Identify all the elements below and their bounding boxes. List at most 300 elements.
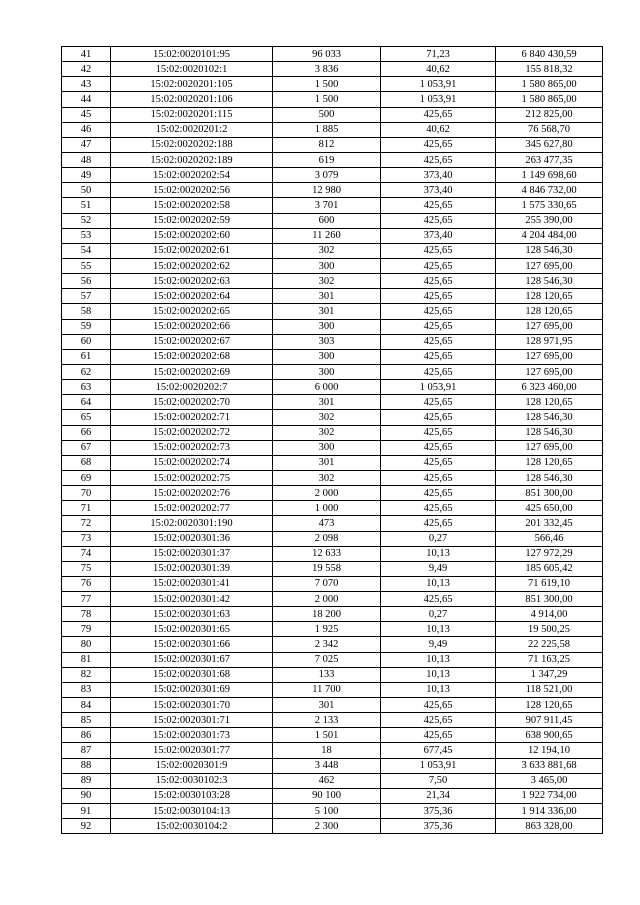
- total-value-cell: 128 120,65: [496, 698, 603, 713]
- table-row: [62, 395, 603, 410]
- row-number-cell: 59: [62, 319, 111, 334]
- row-number-cell: 43: [62, 77, 111, 92]
- row-number-cell: 90: [62, 788, 111, 803]
- cadastral-number-cell: 15:02:0020202:71: [111, 410, 273, 425]
- total-value-cell: 12 194,10: [496, 743, 603, 758]
- row-number-cell: 79: [62, 622, 111, 637]
- total-value-cell: 851 300,00: [496, 486, 603, 501]
- area-cell: 1 000: [273, 501, 381, 516]
- total-value-cell: 128 120,65: [496, 395, 603, 410]
- total-value-cell: 19 500,25: [496, 622, 603, 637]
- row-number-cell: 56: [62, 274, 111, 289]
- total-value-cell: 71 163,25: [496, 652, 603, 667]
- table-row: [62, 47, 603, 62]
- total-value-cell: 851 300,00: [496, 592, 603, 607]
- row-number-cell: 42: [62, 62, 111, 77]
- row-number-cell: 70: [62, 486, 111, 501]
- total-value-cell: 566,46: [496, 531, 603, 546]
- cadastral-number-cell: 15:02:0020202:64: [111, 289, 273, 304]
- row-number-cell: 53: [62, 228, 111, 243]
- table-row: [62, 819, 603, 834]
- total-value-cell: 128 120,65: [496, 304, 603, 319]
- area-cell: 302: [273, 410, 381, 425]
- row-number-cell: 58: [62, 304, 111, 319]
- total-value-cell: 212 825,00: [496, 107, 603, 122]
- area-cell: 600: [273, 213, 381, 228]
- cadastral-number-cell: 15:02:0020301:36: [111, 531, 273, 546]
- area-cell: 2 000: [273, 486, 381, 501]
- total-value-cell: 127 695,00: [496, 258, 603, 273]
- area-cell: 462: [273, 773, 381, 788]
- row-number-cell: 82: [62, 667, 111, 682]
- rate-cell: 373,40: [381, 168, 496, 183]
- area-cell: 300: [273, 364, 381, 379]
- total-value-cell: 127 695,00: [496, 319, 603, 334]
- table-row: [62, 289, 603, 304]
- total-value-cell: 127 695,00: [496, 364, 603, 379]
- row-number-cell: 49: [62, 168, 111, 183]
- cadastral-number-cell: 15:02:0020301:39: [111, 561, 273, 576]
- cadastral-number-cell: 15:02:0020202:77: [111, 501, 273, 516]
- cadastral-number-cell: 15:02:0020202:61: [111, 243, 273, 258]
- row-number-cell: 78: [62, 607, 111, 622]
- area-cell: 1 885: [273, 122, 381, 137]
- total-value-cell: 128 546,30: [496, 274, 603, 289]
- row-number-cell: 71: [62, 501, 111, 516]
- cadastral-number-cell: 15:02:0020202:54: [111, 168, 273, 183]
- total-value-cell: 4 204 484,00: [496, 228, 603, 243]
- rate-cell: 425,65: [381, 213, 496, 228]
- rate-cell: 10,13: [381, 622, 496, 637]
- table-row: [62, 758, 603, 773]
- row-number-cell: 51: [62, 198, 111, 213]
- area-cell: 3 448: [273, 758, 381, 773]
- rate-cell: 9,49: [381, 561, 496, 576]
- table-row: [62, 152, 603, 167]
- rate-cell: 1 053,91: [381, 380, 496, 395]
- table-row: [62, 380, 603, 395]
- rate-cell: 425,65: [381, 364, 496, 379]
- cadastral-number-cell: 15:02:0020202:73: [111, 440, 273, 455]
- total-value-cell: 6 840 430,59: [496, 47, 603, 62]
- area-cell: 6 000: [273, 380, 381, 395]
- area-cell: 500: [273, 107, 381, 122]
- cadastral-number-cell: 15:02:0020202:60: [111, 228, 273, 243]
- total-value-cell: 1 580 865,00: [496, 77, 603, 92]
- row-number-cell: 86: [62, 728, 111, 743]
- area-cell: 18 200: [273, 607, 381, 622]
- cadastral-number-cell: 15:02:0020202:69: [111, 364, 273, 379]
- table-row: [62, 198, 603, 213]
- area-cell: 1 501: [273, 728, 381, 743]
- area-cell: 11 700: [273, 682, 381, 697]
- row-number-cell: 88: [62, 758, 111, 773]
- table-row: [62, 349, 603, 364]
- row-number-cell: 85: [62, 713, 111, 728]
- rate-cell: 425,65: [381, 592, 496, 607]
- table-row: [62, 788, 603, 803]
- area-cell: 7 025: [273, 652, 381, 667]
- table-row: [62, 773, 603, 788]
- total-value-cell: 1 580 865,00: [496, 92, 603, 107]
- row-number-cell: 57: [62, 289, 111, 304]
- total-value-cell: 128 971,95: [496, 334, 603, 349]
- table-row: [62, 531, 603, 546]
- cadastral-number-cell: 15:02:0020301:67: [111, 652, 273, 667]
- table-row: [62, 576, 603, 591]
- rate-cell: 425,65: [381, 713, 496, 728]
- area-cell: 90 100: [273, 788, 381, 803]
- data-table: [61, 46, 603, 834]
- row-number-cell: 50: [62, 183, 111, 198]
- row-number-cell: 89: [62, 773, 111, 788]
- cadastral-number-cell: 15:02:0020202:70: [111, 395, 273, 410]
- total-value-cell: 638 900,65: [496, 728, 603, 743]
- row-number-cell: 52: [62, 213, 111, 228]
- rate-cell: 425,65: [381, 334, 496, 349]
- total-value-cell: 345 627,80: [496, 137, 603, 152]
- table-row: [62, 561, 603, 576]
- rate-cell: 425,65: [381, 516, 496, 531]
- total-value-cell: 255 390,00: [496, 213, 603, 228]
- cadastral-number-cell: 15:02:0020301:66: [111, 637, 273, 652]
- table-row: [62, 486, 603, 501]
- area-cell: 7 070: [273, 576, 381, 591]
- cadastral-number-cell: 15:02:0020202:56: [111, 183, 273, 198]
- row-number-cell: 87: [62, 743, 111, 758]
- total-value-cell: 1 575 330,65: [496, 198, 603, 213]
- cadastral-number-cell: 15:02:0020202:75: [111, 470, 273, 485]
- cadastral-number-cell: 15:02:0020301:65: [111, 622, 273, 637]
- rate-cell: 71,23: [381, 47, 496, 62]
- row-number-cell: 76: [62, 576, 111, 591]
- rate-cell: 425,65: [381, 698, 496, 713]
- rate-cell: 10,13: [381, 682, 496, 697]
- cadastral-number-cell: 15:02:0020301:71: [111, 713, 273, 728]
- table-row: [62, 183, 603, 198]
- rate-cell: 373,40: [381, 228, 496, 243]
- area-cell: 301: [273, 395, 381, 410]
- area-cell: 1 500: [273, 92, 381, 107]
- total-value-cell: 128 546,30: [496, 243, 603, 258]
- rate-cell: 425,65: [381, 152, 496, 167]
- rate-cell: 677,45: [381, 743, 496, 758]
- table-row: [62, 592, 603, 607]
- table-row: [62, 682, 603, 697]
- cadastral-number-cell: 15:02:0020202:66: [111, 319, 273, 334]
- table-row: [62, 728, 603, 743]
- rate-cell: 425,65: [381, 319, 496, 334]
- total-value-cell: 127 695,00: [496, 349, 603, 364]
- cadastral-number-cell: 15:02:0020202:76: [111, 486, 273, 501]
- row-number-cell: 45: [62, 107, 111, 122]
- cadastral-number-cell: 15:02:0020202:7: [111, 380, 273, 395]
- table-row: [62, 243, 603, 258]
- row-number-cell: 73: [62, 531, 111, 546]
- cadastral-number-cell: 15:02:0020201:115: [111, 107, 273, 122]
- cadastral-number-cell: 15:02:0020301:9: [111, 758, 273, 773]
- area-cell: 2 000: [273, 592, 381, 607]
- total-value-cell: 425 650,00: [496, 501, 603, 516]
- total-value-cell: 127 695,00: [496, 440, 603, 455]
- total-value-cell: 155 818,32: [496, 62, 603, 77]
- rate-cell: 10,13: [381, 652, 496, 667]
- row-number-cell: 46: [62, 122, 111, 137]
- row-number-cell: 80: [62, 637, 111, 652]
- table-row: [62, 743, 603, 758]
- area-cell: 3 079: [273, 168, 381, 183]
- table-row: [62, 77, 603, 92]
- row-number-cell: 92: [62, 819, 111, 834]
- row-number-cell: 69: [62, 470, 111, 485]
- total-value-cell: 128 120,65: [496, 289, 603, 304]
- rate-cell: 425,65: [381, 440, 496, 455]
- row-number-cell: 75: [62, 561, 111, 576]
- total-value-cell: 1 914 336,00: [496, 804, 603, 819]
- area-cell: 3 701: [273, 198, 381, 213]
- rate-cell: 425,65: [381, 501, 496, 516]
- rate-cell: 375,36: [381, 819, 496, 834]
- cadastral-number-cell: 15:02:0030102:3: [111, 773, 273, 788]
- rate-cell: 425,65: [381, 107, 496, 122]
- table-row: [62, 470, 603, 485]
- rate-cell: 373,40: [381, 183, 496, 198]
- rate-cell: 9,49: [381, 637, 496, 652]
- row-number-cell: 47: [62, 137, 111, 152]
- cadastral-number-cell: 15:02:0020301:37: [111, 546, 273, 561]
- rate-cell: 425,65: [381, 289, 496, 304]
- row-number-cell: 81: [62, 652, 111, 667]
- table-row: [62, 440, 603, 455]
- area-cell: 300: [273, 319, 381, 334]
- total-value-cell: 201 332,45: [496, 516, 603, 531]
- cadastral-number-cell: 15:02:0020301:70: [111, 698, 273, 713]
- area-cell: 1 925: [273, 622, 381, 637]
- row-number-cell: 61: [62, 349, 111, 364]
- area-cell: 2 133: [273, 713, 381, 728]
- total-value-cell: 22 225,58: [496, 637, 603, 652]
- row-number-cell: 68: [62, 455, 111, 470]
- row-number-cell: 65: [62, 410, 111, 425]
- rate-cell: 425,65: [381, 137, 496, 152]
- rate-cell: 10,13: [381, 576, 496, 591]
- table-row: [62, 168, 603, 183]
- table-row: [62, 410, 603, 425]
- table-row: [62, 607, 603, 622]
- row-number-cell: 63: [62, 380, 111, 395]
- cadastral-number-cell: 15:02:0020102:1: [111, 62, 273, 77]
- total-value-cell: 1 149 698,60: [496, 168, 603, 183]
- total-value-cell: 118 521,00: [496, 682, 603, 697]
- area-cell: 619: [273, 152, 381, 167]
- cadastral-number-cell: 15:02:0020301:41: [111, 576, 273, 591]
- total-value-cell: 6 323 460,00: [496, 380, 603, 395]
- area-cell: 812: [273, 137, 381, 152]
- cadastral-number-cell: 15:02:0020201:106: [111, 92, 273, 107]
- row-number-cell: 77: [62, 592, 111, 607]
- total-value-cell: 3 465,00: [496, 773, 603, 788]
- cadastral-number-cell: 15:02:0020301:63: [111, 607, 273, 622]
- rate-cell: 425,65: [381, 349, 496, 364]
- rate-cell: 425,65: [381, 395, 496, 410]
- total-value-cell: 4 846 732,00: [496, 183, 603, 198]
- cadastral-number-cell: 15:02:0020202:59: [111, 213, 273, 228]
- row-number-cell: 66: [62, 425, 111, 440]
- total-value-cell: 185 605,42: [496, 561, 603, 576]
- rate-cell: 40,62: [381, 62, 496, 77]
- area-cell: 300: [273, 258, 381, 273]
- total-value-cell: 4 914,00: [496, 607, 603, 622]
- area-cell: 302: [273, 243, 381, 258]
- row-number-cell: 84: [62, 698, 111, 713]
- total-value-cell: 863 328,00: [496, 819, 603, 834]
- table-row: [62, 713, 603, 728]
- cadastral-number-cell: 15:02:0020301:77: [111, 743, 273, 758]
- total-value-cell: 1 922 734,00: [496, 788, 603, 803]
- row-number-cell: 62: [62, 364, 111, 379]
- rate-cell: 0,27: [381, 531, 496, 546]
- cadastral-number-cell: 15:02:0020202:65: [111, 304, 273, 319]
- table-row: [62, 455, 603, 470]
- table-row: [62, 364, 603, 379]
- rate-cell: 425,65: [381, 304, 496, 319]
- total-value-cell: 71 619,10: [496, 576, 603, 591]
- area-cell: 301: [273, 304, 381, 319]
- cadastral-number-cell: 15:02:0020202:189: [111, 152, 273, 167]
- total-value-cell: 907 911,45: [496, 713, 603, 728]
- rate-cell: 425,65: [381, 198, 496, 213]
- cadastral-number-cell: 15:02:0030103:28: [111, 788, 273, 803]
- table-row: [62, 274, 603, 289]
- cadastral-number-cell: 15:02:0020202:188: [111, 137, 273, 152]
- table-row: [62, 137, 603, 152]
- rate-cell: 425,65: [381, 470, 496, 485]
- area-cell: 12 633: [273, 546, 381, 561]
- table-row: [62, 92, 603, 107]
- cadastral-number-cell: 15:02:0020202:72: [111, 425, 273, 440]
- table-row: [62, 667, 603, 682]
- area-cell: 5 100: [273, 804, 381, 819]
- area-cell: 12 980: [273, 183, 381, 198]
- table-row: [62, 228, 603, 243]
- row-number-cell: 48: [62, 152, 111, 167]
- area-cell: 302: [273, 425, 381, 440]
- total-value-cell: 3 633 881,68: [496, 758, 603, 773]
- area-cell: 473: [273, 516, 381, 531]
- rate-cell: 1 053,91: [381, 92, 496, 107]
- area-cell: 18: [273, 743, 381, 758]
- area-cell: 301: [273, 455, 381, 470]
- row-number-cell: 83: [62, 682, 111, 697]
- total-value-cell: 128 546,30: [496, 470, 603, 485]
- rate-cell: 10,13: [381, 667, 496, 682]
- row-number-cell: 91: [62, 804, 111, 819]
- table-row: [62, 319, 603, 334]
- area-cell: 303: [273, 334, 381, 349]
- area-cell: 2 300: [273, 819, 381, 834]
- area-cell: 300: [273, 349, 381, 364]
- row-number-cell: 60: [62, 334, 111, 349]
- cadastral-number-cell: 15:02:0020202:68: [111, 349, 273, 364]
- cadastral-number-cell: 15:02:0020201:105: [111, 77, 273, 92]
- rate-cell: 21,34: [381, 788, 496, 803]
- table-row: [62, 62, 603, 77]
- total-value-cell: 128 120,65: [496, 455, 603, 470]
- area-cell: 301: [273, 698, 381, 713]
- rate-cell: 7,50: [381, 773, 496, 788]
- table-row: [62, 546, 603, 561]
- rate-cell: 375,36: [381, 804, 496, 819]
- table-body: [62, 47, 603, 834]
- row-number-cell: 55: [62, 258, 111, 273]
- total-value-cell: 263 477,35: [496, 152, 603, 167]
- rate-cell: 1 053,91: [381, 758, 496, 773]
- cadastral-number-cell: 15:02:0020202:67: [111, 334, 273, 349]
- cadastral-number-cell: 15:02:0030104:13: [111, 804, 273, 819]
- table-row: [62, 107, 603, 122]
- rate-cell: 10,13: [381, 546, 496, 561]
- cadastral-number-cell: 15:02:0020301:69: [111, 682, 273, 697]
- area-cell: 3 836: [273, 62, 381, 77]
- table-row: [62, 334, 603, 349]
- area-cell: 2 098: [273, 531, 381, 546]
- table-row: [62, 804, 603, 819]
- area-cell: 1 500: [273, 77, 381, 92]
- cadastral-number-cell: 15:02:0020301:73: [111, 728, 273, 743]
- area-cell: 302: [273, 470, 381, 485]
- rate-cell: 425,65: [381, 274, 496, 289]
- table-row: [62, 122, 603, 137]
- row-number-cell: 44: [62, 92, 111, 107]
- cadastral-number-cell: 15:02:0020202:58: [111, 198, 273, 213]
- cadastral-number-cell: 15:02:0020201:2: [111, 122, 273, 137]
- table-row: [62, 622, 603, 637]
- table-row: [62, 304, 603, 319]
- rate-cell: 425,65: [381, 258, 496, 273]
- area-cell: 19 558: [273, 561, 381, 576]
- table-row: [62, 501, 603, 516]
- total-value-cell: 128 546,30: [496, 410, 603, 425]
- total-value-cell: 76 568,70: [496, 122, 603, 137]
- table-row: [62, 652, 603, 667]
- cadastral-number-cell: 15:02:0020301:68: [111, 667, 273, 682]
- rate-cell: 40,62: [381, 122, 496, 137]
- cadastral-number-cell: 15:02:0020301:190: [111, 516, 273, 531]
- table-row: [62, 425, 603, 440]
- total-value-cell: 1 347,29: [496, 667, 603, 682]
- total-value-cell: 127 972,29: [496, 546, 603, 561]
- area-cell: 300: [273, 440, 381, 455]
- rate-cell: 425,65: [381, 243, 496, 258]
- cadastral-number-cell: 15:02:0020202:74: [111, 455, 273, 470]
- table-row: [62, 516, 603, 531]
- rate-cell: 425,65: [381, 425, 496, 440]
- row-number-cell: 72: [62, 516, 111, 531]
- cadastral-number-cell: 15:02:0020101:95: [111, 47, 273, 62]
- rate-cell: 425,65: [381, 455, 496, 470]
- cadastral-number-cell: 15:02:0020202:63: [111, 274, 273, 289]
- cadastral-number-cell: 15:02:0020202:62: [111, 258, 273, 273]
- table-row: [62, 213, 603, 228]
- row-number-cell: 64: [62, 395, 111, 410]
- table-row: [62, 258, 603, 273]
- total-value-cell: 128 546,30: [496, 425, 603, 440]
- row-number-cell: 74: [62, 546, 111, 561]
- rate-cell: 1 053,91: [381, 77, 496, 92]
- row-number-cell: 54: [62, 243, 111, 258]
- row-number-cell: 41: [62, 47, 111, 62]
- cadastral-number-cell: 15:02:0030104:2: [111, 819, 273, 834]
